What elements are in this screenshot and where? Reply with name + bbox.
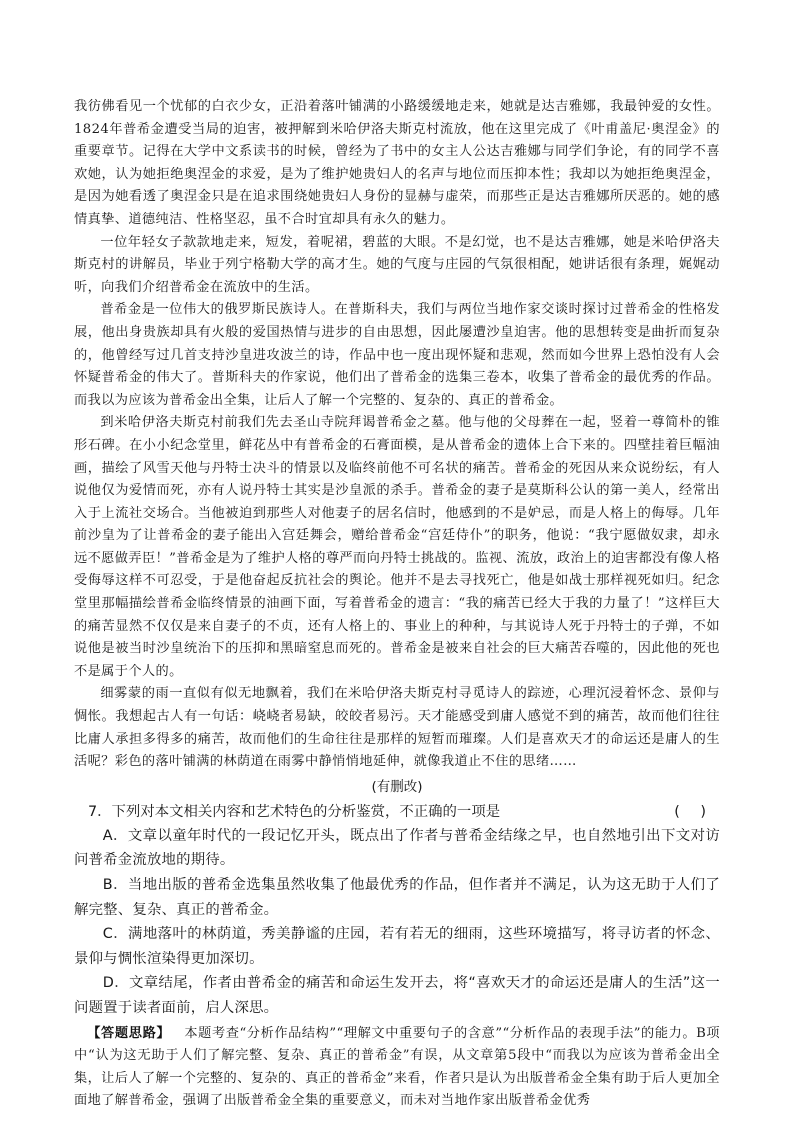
passage-paragraph-5: 细雾蒙的雨一直似有似无地飘着，我们在米哈伊洛夫斯克村寻觅诗人的踪迹，心理沉浸着怀念、景仰与惆怅。我想起古人有一句话：峣峣者易缺，皎皎者易污。天才能感受到庸人感觉不到的痛苦，故而他们往往比庸人承担多得多的痛苦，故而他们的生命往往是那样的短暂而璀璨。人们是喜欢天才的命运还是庸人的生活呢？彩色的落叶铺满的林荫道在雨雾中静悄悄地延伸，就像我道止不住的思绪…… [74,686,720,770]
analysis-text: 本题考查“分析作品结构”“理解文中重要句子的含意”“分析作品的表现手法”的能力。B项中“认为这无助于人们了解完整、复杂、真正的普希金”有误，从文章第5段中“而我以为应该为普希金出全集，让后人了解一个完整的、复杂的、真正的普希金”来看，作者只是认为出版普希金全集有助于后人更加全面地了解普希金，强调了出版普希金全集的重要意义，而未对当地作家出版普希金优秀 [74,1025,720,1109]
option-a: A．文章以童年时代的一段记忆开头，既点出了作者与普希金结缘之早，也自然地引出下文对访问普希金流放地的期待。 [74,827,720,869]
option-d: D．文章结尾，作者由普希金的痛苦和命运生发开去，将“喜欢天才的命运还是庸人的生活”这一问题置于读者面前，启人深思。 [74,975,720,1016]
passage-paragraph-4: 到米哈伊洛夫斯克村前我们先去圣山寺院拜谒普希金之墓。他与他的父母葬在一起，竖着一尊简朴的锥形石碑。在小小纪念堂里，鲜花丛中有普希金的石膏面模，是从普希金的遗体上合下来的。四壁挂着巨幅油画，描绘了风雪天他与丹特士决斗的情景以及临终前他不可名状的痛苦。普希金的死因从来众说纷纭，有人说他仅为爱情而死，亦有人说丹特士其实是沙皇派的杀手。普希金的妻子是莫斯科公认的第一美人，经常出入于上流社交场合。当他被迫到那些人对他妻子的居名信时，他感到的不是妒忌，而是人格上的侮辱。几年前沙皇为了让普希金的妻子能出入宫廷舞会，赠给普希金“宫廷侍仆”的职务，他说：“我宁愿做奴隶，却永远不愿做弄臣！”普希金是为了维护人格的尊严而向丹特士挑战的。监视、流放，政治上的迫害都没有像人格受侮辱这样不可忍受，于是他奋起反抗社会的舆论。他并不是去寻找死亡，他是如战士那样视死如归。纪念堂里那幅描绘普希金临终情景的油画下面，写着普希金的遗言：“我的痛苦已经大于我的力量了！”这样巨大的痛苦显然不仅仅是来自妻子的不贞，还有人格上的、事业上的种种，与其说诗人死于丹特士的子弹，不如说他是被当时沙皇统治下的压抑和黑暗窒息而死的。普希金是被来自社会的巨大痛苦吞噬的，因此他的死也不是属于个人的。 [74,415,720,679]
question-stem [74,800,720,824]
passage-paragraph-1: 我彷佛看见一个忧郁的白衣少女，正沿着落叶铺满的小路缓缓地走来，她就是达吉雅娜，我最钟爱的女性。1824年普希金遭受当局的迫害，被押解到米哈伊洛夫斯克村流放，他在这里完成了《叶甫盖尼·奥涅金》的重要章节。记得在大学中文系读书的时候，曾经为了书中的女主人公达吉雅娜与同学们争论，有的同学不喜欢她，认为她拒绝奥涅金的求爱，是为了维护她贵妇人的名声与地位而压抑本性；我却以为她拒绝奥涅金，是因为她看透了奥涅金只是在追求围绕她贵妇人身份的显赫与虚荣，而那些正是达吉雅娜所厌恶的。她的感情真挚、道德纯洁、性格坚忍，虽不合时宜却具有永久的魅力。 [74,99,720,227]
answer-blank: ( ) [674,803,714,820]
passage-paragraph-2: 一位年轻女子款款地走来，短发，着呢裙，碧蓝的大眼。不是幻觉，也不是达吉雅娜，她是米哈伊洛夫斯克村的讲解员，毕业于列宁格勒大学的高才生。她的气度与庄园的气氛很相配，她讲话很有条理，娓娓动听，向我们介绍普希金在流放中的生活。 [74,234,720,295]
analysis-paragraph [74,1023,720,1113]
question-stem-text: 7．下列对本文相关内容和艺术特色的分析鉴赏，不正确的一项是 [88,803,501,820]
option-c: C．满地落叶的林荫道，秀美静谧的庄园，若有若无的细雨，这些环境描写，将寻访者的怀念、景仰与惆怅渲染得更加深切。 [74,926,720,967]
passage-paragraph-3: 普希金是一位伟大的俄罗斯民族诗人。在普斯科夫，我们与两位当地作家交谈时探讨过普希金的性格发展，他出身贵族却具有火般的爱国热情与进步的自由思想，因此屡遭沙皇迫害。他的思想转变是曲折而复杂的，他曾经写过几首支持沙皇进攻波兰的诗，作品中也一度出现怀疑和悲观，然而如今世界上恐怕没有人会怀疑普希金的伟大了。普斯科夫的作家说，他们出了普希金的选集三卷本，收集了普希金的最优秀的作品。而我以为应该为普希金出全集，让后人了解一个完整的、复杂的、真正的普希金。 [74,302,720,408]
reading-passage [74,96,720,774]
question-7 [74,800,720,1021]
answer-analysis [74,1023,720,1113]
source-note: (有删改) [371,778,423,795]
option-b: B．当地出版的普希金选集虽然收集了他最优秀的作品，但作者并不满足，认为这无助于人们了解完整、复杂、真正的普希金。 [74,877,720,918]
analysis-label: 【答题思路】 [87,1025,171,1041]
